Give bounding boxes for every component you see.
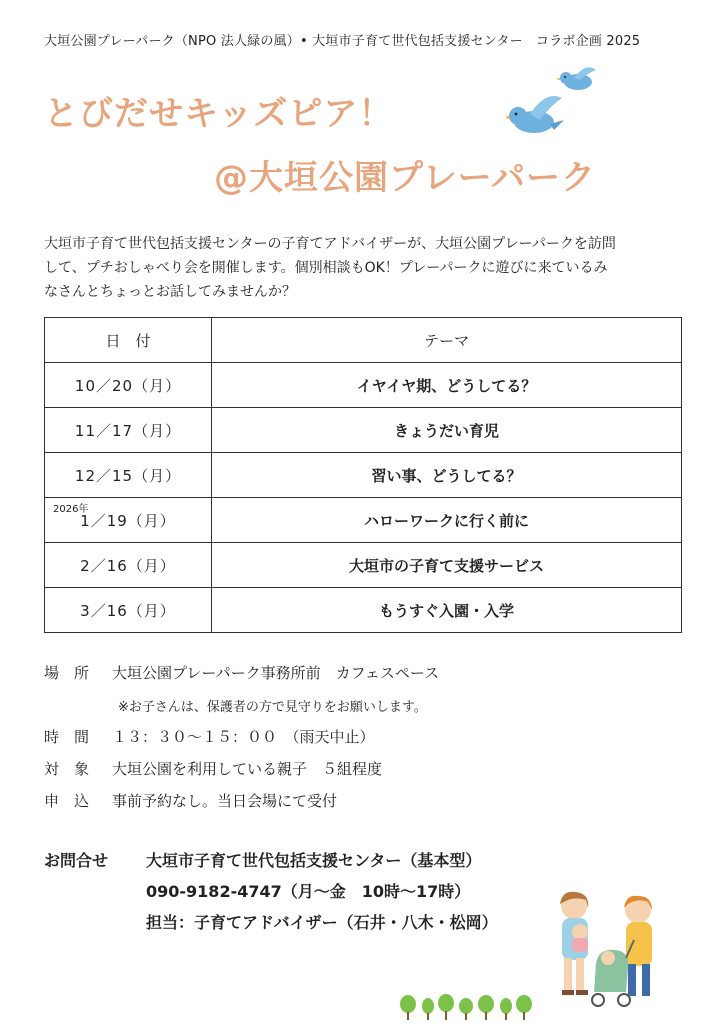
date-cell bbox=[45, 453, 212, 498]
target-value: 大垣公園を利用している親子 ５組程度 bbox=[112, 760, 383, 778]
tree-icon bbox=[398, 992, 538, 1022]
info-target bbox=[44, 758, 382, 779]
date-cell bbox=[45, 363, 212, 408]
date-cell bbox=[45, 498, 212, 543]
intro-line: 大垣市子育て世代包括支援センターの子育てアドバイザーが、大垣公園プレーパークを訪問 bbox=[44, 236, 616, 252]
table-row bbox=[45, 408, 682, 453]
date-cell bbox=[45, 588, 212, 633]
intro-line: なさんとちょっとお話してみませんか？ bbox=[44, 284, 296, 300]
schedule-table bbox=[44, 317, 682, 633]
apply-label: 申 込 bbox=[44, 792, 90, 810]
place-note: ※お子さんは、保護者の方で見守りをお願いします。 bbox=[118, 700, 427, 715]
theme-cell: イヤイヤ期、どうしてる？ bbox=[212, 363, 682, 408]
info-place bbox=[44, 662, 439, 683]
place-label: 場 所 bbox=[44, 664, 90, 682]
bird-icon bbox=[506, 92, 566, 138]
contact-staff: 担当：子育てアドバイザー（石井・八木・松岡） bbox=[146, 913, 498, 932]
table-row bbox=[45, 543, 682, 588]
info-time bbox=[44, 726, 375, 747]
date-value: 10／20（月） bbox=[74, 376, 182, 395]
time-value: １３：３０～１５：００ （雨天中止） bbox=[112, 728, 375, 746]
header-line: 大垣公園プレーパーク（NPO 法人緑の風）• 大垣市子育て世代包括支援センター コラボ企画 2025 bbox=[44, 34, 641, 49]
date-value: 3／16（月） bbox=[80, 601, 176, 620]
date-value: 1／19（月） bbox=[80, 511, 176, 530]
family-illustration bbox=[546, 888, 672, 1016]
theme-cell: きょうだい育児 bbox=[212, 408, 682, 453]
intro-text bbox=[44, 232, 674, 304]
theme-cell: 大垣市の子育て支援サービス bbox=[212, 543, 682, 588]
theme-cell: もうすぐ入園・入学 bbox=[212, 588, 682, 633]
date-value: 11／17（月） bbox=[74, 421, 182, 440]
apply-value: 事前予約なし。当日会場にて受付 bbox=[112, 792, 338, 810]
target-label: 対 象 bbox=[44, 760, 90, 778]
title-location: @大垣公園プレーパーク bbox=[214, 158, 596, 198]
date-value: 2／16（月） bbox=[80, 556, 176, 575]
table-header-row bbox=[45, 318, 682, 363]
table-row bbox=[45, 498, 682, 543]
title-main: とびだせキッズピア！ bbox=[44, 94, 394, 134]
table-row bbox=[45, 588, 682, 633]
time-label: 時 間 bbox=[44, 728, 90, 746]
table-row bbox=[45, 453, 682, 498]
intro-line: して、プチおしゃべり会を開催します。個別相談もOK！プレーパークに遊びに来ているみ bbox=[44, 260, 608, 276]
info-apply bbox=[44, 790, 337, 811]
column-header-date: 日 付 bbox=[45, 318, 212, 363]
contact-phone: 090-9182-4747（月～金 10時～17時） bbox=[146, 882, 471, 901]
table-row bbox=[45, 363, 682, 408]
place-value: 大垣公園プレーパーク事務所前 カフェスペース bbox=[112, 664, 440, 682]
contact-label: お問合せ bbox=[44, 851, 109, 870]
bird-icon bbox=[556, 64, 600, 94]
theme-cell: ハローワークに行く前に bbox=[212, 498, 682, 543]
column-header-theme: テーマ bbox=[212, 318, 682, 363]
date-value: 12／15（月） bbox=[74, 466, 182, 485]
date-cell bbox=[45, 543, 212, 588]
contact-org: 大垣市子育て世代包括支援センター（基本型） bbox=[146, 851, 482, 870]
theme-cell: 習い事、どうしてる？ bbox=[212, 453, 682, 498]
date-cell bbox=[45, 408, 212, 453]
year-note: 2026年 bbox=[53, 504, 89, 515]
